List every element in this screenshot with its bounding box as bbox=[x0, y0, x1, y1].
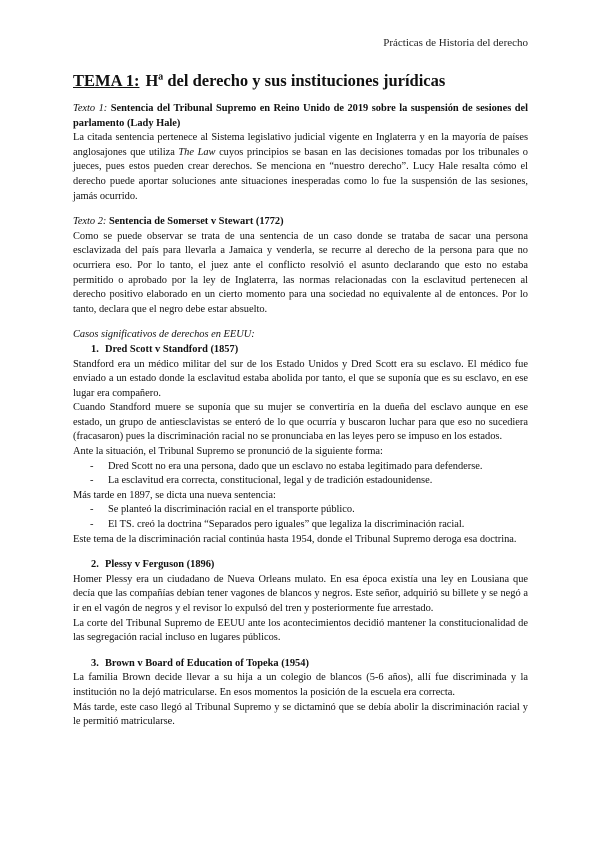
tema-title: Hª del derecho y sus instituciones jurídicas bbox=[145, 71, 446, 90]
texto1-heading bbox=[73, 102, 528, 131]
caso2-paragraph-2: La corte del Tribunal Supremo de EEUU ante los acontecimientos decidió mantener la constitucionalidad de las segregación racial incluso en lugares públicos. bbox=[73, 617, 528, 644]
caso1-list-1 bbox=[73, 460, 528, 489]
caso3-paragraph-1: La familia Brown decide llevar a su hija a un colegio de blancos (5-6 años), allí fue discriminada y la institución no la dejó matricularse. En esos momentos la posición de la escuela era correcta. bbox=[73, 672, 528, 698]
texto2-title: Sentencia de Somerset v Stewart (1772) bbox=[109, 216, 284, 228]
caso1-paragraph-3: Ante la situación, el Tribunal Supremo se pronunció de la siguiente forma: bbox=[73, 446, 383, 458]
texto1-text-a: La citada sentencia pertenece al Sistema legislativo judicial vigente en Inglaterra y en la mayoría de países anglosajones que utiliza bbox=[73, 132, 528, 158]
list-item-text: Se planteó la discriminación racial en el transporte público. bbox=[108, 504, 355, 516]
tema-number: TEMA 1: bbox=[73, 71, 140, 90]
list-item-text: La esclavitud era correcta, constitucional, legal y de tradición estadounidense. bbox=[108, 475, 433, 487]
list-item: - La esclavitud era correcta, constitucional, legal y de tradición estadounidense. bbox=[90, 475, 433, 487]
list-item-text: Dred Scott no era una persona, dado que un esclavo no estaba legitimado para defenderse. bbox=[108, 460, 483, 472]
texto1-text-b: cuyos principios se basan en las decisiones tomadas por los tribunales o jueces, pues estos pueden crear derechos. Se menciona en “nuestro derecho”. Lucy Hale resalta cómo el derecho puede aportar soluciones ante situaciones inesperadas como lo fue la suspensión de las sesiones, jamás ocurrido. bbox=[73, 146, 528, 202]
caso2-paragraph-1: Homer Plessy era un ciudadano de Nueva Orleans mulato. En esa época existía una ley en Lousiana que decía que las compañías debían tener vagones de blancos y negros. Este señor, adquirió su billete y se negó a ir en el vagón de negros y el revisor lo expulsó del tren y posteriormente fue arrestado. bbox=[73, 573, 528, 614]
caso3-heading bbox=[73, 657, 528, 672]
caso3-paragraph-2: Más tarde, este caso llegó al Tribunal Supremo y se dictaminó que se debía abolir la discriminación racial y le permitió matricularse. bbox=[73, 701, 528, 728]
list-item-text: El TS. creó la doctrina “Separados pero iguales” que legaliza la discriminación racial. bbox=[108, 519, 465, 531]
caso3-title: Brown v Board of Education of Topeka (1954) bbox=[105, 657, 309, 669]
caso1-paragraph-2: Cuando Standford muere se suponía que su mujer se convertiría en la dueña del esclavo aunque en ese estado, un grupo de antiesclavistas se enteró de lo que ocurría y buscaron luchar para que eso no sucediera (fracasaron) pues la discriminación racial no se pronunciaba en las leyes pero se impuso en los estados. bbox=[73, 402, 528, 443]
caso3-number: 3. bbox=[91, 657, 99, 669]
caso1-paragraph-1: Standford era un médico militar del sur de los Estado Unidos y Dred Scott era su esclavo. El médico fue enviado a un estado donde la esclavitud estaba abolida por tanto, el que se suponía que es su esclavo, en ese lugar era compañero. bbox=[73, 358, 528, 399]
caso2-title: Plessy v Ferguson (1896) bbox=[105, 559, 215, 571]
texto2-label: Texto 2: bbox=[73, 216, 107, 228]
texto2-paragraph: Como se puede observar se trata de una sentencia de un caso donde se trataba de sacar una persona esclavizada del país para llevarla a Jamaica y venderla, se recurre al derecho de la persona para que no ocurriera eso. Por lo tanto, el juez ante el conflicto resolvió el asunto declarando que esto no estaba permitido o aprobado por la ley de Inglaterra, las normas relacionadas con la esclavitud pertenecen al derecho positivo elaborado en un cierto momento para una sociedad no equivalente al de entonces. Por lo tanto, declara que el negro debe estar absuelto. bbox=[73, 230, 528, 315]
caso1-number: 1. bbox=[91, 343, 99, 355]
caso2-heading bbox=[73, 558, 528, 573]
list-item: - Dred Scott no era una persona, dado que un esclavo no estaba legitimado para defenderse. bbox=[90, 460, 483, 472]
casos-heading: Casos significativos de derechos en EEUU: bbox=[73, 329, 255, 341]
texto1-label: Texto 1: bbox=[73, 103, 108, 114]
caso1-paragraph-4: Más tarde en 1897, se dicta una nueva sentencia: bbox=[73, 489, 276, 501]
page-header: Prácticas de Historia del derecho bbox=[383, 37, 528, 49]
caso2-number: 2. bbox=[91, 559, 99, 571]
caso1-heading bbox=[73, 343, 528, 358]
caso1-list-2 bbox=[73, 503, 528, 532]
document-body bbox=[73, 70, 528, 730]
list-item: - El TS. creó la doctrina “Separados pero iguales” que legaliza la discriminación racial. bbox=[90, 519, 465, 531]
texto1-title: Sentencia del Tribunal Supremo en Reino Unido de 2019 sobre la suspensión de sesiones del parlamento (Lady Hale) bbox=[73, 103, 528, 129]
list-item: - Se planteó la discriminación racial en el transporte público. bbox=[90, 504, 355, 516]
tema-heading bbox=[73, 70, 528, 92]
texto2-heading bbox=[73, 215, 528, 230]
caso1-title: Dred Scott v Standford (1857) bbox=[105, 343, 239, 355]
caso1-paragraph-5: Este tema de la discriminación racial continúa hasta 1954, donde el Tribunal Supremo deroga esa doctrina. bbox=[73, 533, 517, 545]
texto1-emphasis: The Law bbox=[178, 146, 216, 158]
texto1-paragraph bbox=[73, 131, 528, 204]
